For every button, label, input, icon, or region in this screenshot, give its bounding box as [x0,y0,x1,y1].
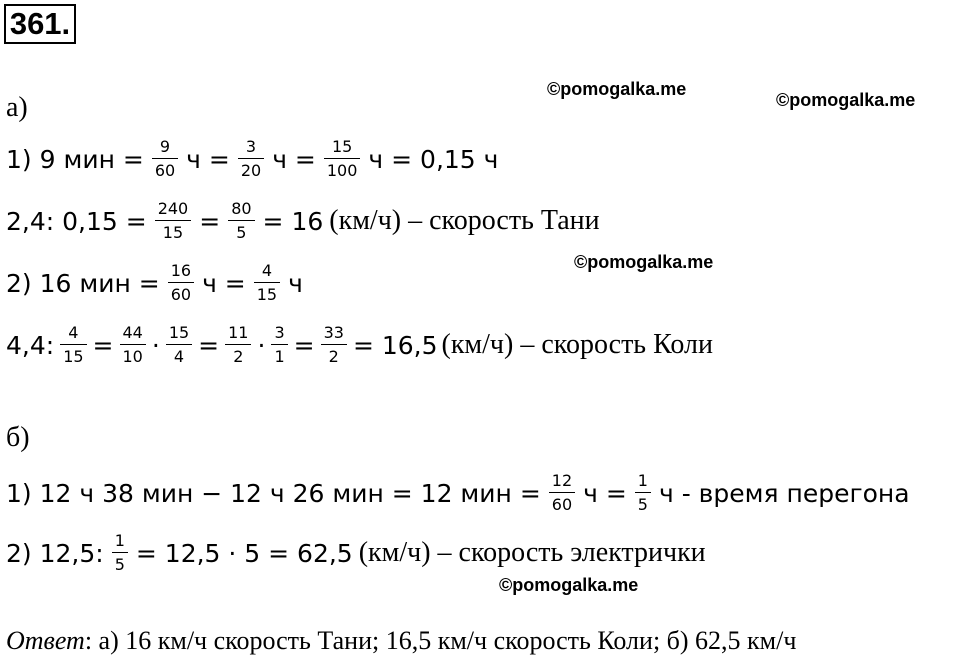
part-b-line-2 [6,522,706,584]
part-b-line-1 [6,462,910,524]
line-text: ч = [186,144,230,174]
line-text: = [293,330,315,360]
part-a-label: а) [6,92,28,123]
fraction: $\frac{15}{4}$ [166,324,192,366]
fraction: $\frac{80}{5}$ [228,200,254,242]
fraction: $\frac{1}{5}$ [635,472,651,514]
part-b-label: б) [6,422,30,453]
line-text: 2,4: 0,15 = [6,206,147,236]
fraction: $\frac{16}{60}$ [168,262,194,304]
part-a-line-4 [6,314,713,376]
watermark: ©pomogalka.me [776,90,916,110]
watermark: ©pomogalka.me [499,575,639,595]
line-text: (км/ч) – скорость электрички [358,537,706,568]
fraction: $\frac{44}{10}$ [120,324,146,366]
line-text: (км/ч) – скорость Коли [441,329,713,360]
fraction: $\frac{3}{1}$ [271,324,287,366]
line-text: 1) 12 ч 38 мин − 12 ч 26 мин = 12 мин = [6,478,541,508]
line-text: 2) 16 мин = [6,268,160,298]
line-text: = [199,206,221,236]
problem-number: 361. [4,4,76,44]
fraction: $\frac{11}{2}$ [225,324,251,366]
line-text: (км/ч) – скорость Тани [329,205,600,236]
line-text: = 16 [262,206,324,236]
fraction: $\frac{9}{60}$ [152,138,178,180]
line-text: · [257,330,266,360]
line-text: 2) 12,5: [6,538,104,568]
line-text: ч = [583,478,627,508]
fraction: $\frac{15}{100}$ [324,138,361,180]
part-a-line-2 [6,190,600,252]
line-text: ч = 0,15 ч [368,144,499,174]
fraction: $\frac{4}{15}$ [254,262,280,304]
fraction: $\frac{4}{15}$ [60,324,86,366]
line-text: · [151,330,160,360]
watermark: ©pomogalka.me [547,79,687,99]
answer-text: : а) 16 км/ч скорость Тани; 16,5 км/ч скорость Коли; б) 62,5 км/ч [84,626,797,655]
line-text: ч = [272,144,316,174]
fraction: $\frac{1}{5}$ [112,532,128,574]
answer-line [6,626,796,656]
line-text: 1) 9 мин = [6,144,144,174]
line-text: 4,4: [6,330,55,360]
fraction: $\frac{240}{15}$ [155,200,192,242]
part-a-line-3 [6,252,303,314]
fraction: $\frac{33}{2}$ [321,324,347,366]
line-text: = 12,5 · 5 = 62,5 [135,538,353,568]
line-text: = 16,5 [352,330,438,360]
part-a-line-1 [6,128,498,190]
fraction: $\frac{3}{20}$ [238,138,264,180]
fraction: $\frac{12}{60}$ [549,472,575,514]
line-text: ч = [202,268,246,298]
line-text: = [92,330,114,360]
line-text: ч [288,268,303,298]
watermark: ©pomogalka.me [574,252,714,272]
line-text: ч - время перегона [658,478,910,508]
answer-label: Ответ [6,626,85,655]
line-text: = [198,330,220,360]
